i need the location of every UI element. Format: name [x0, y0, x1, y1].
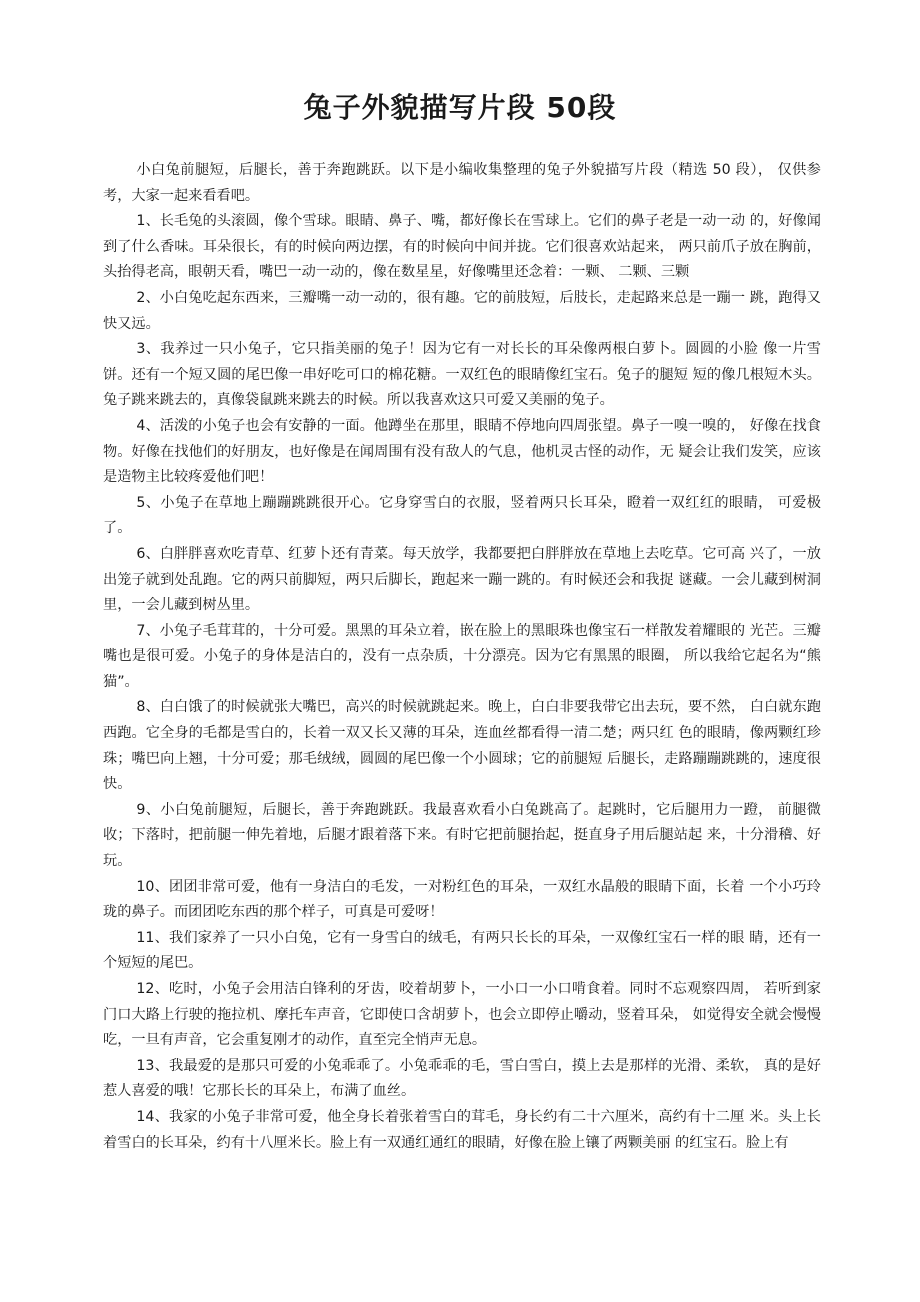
article-body	[103, 158, 821, 1156]
paragraph-5: 5、小兔子在草地上蹦蹦跳跳很开心。它身穿雪白的衣服，竖着两只长耳朵，瞪着一双红红的眼睛， 可爱极了。	[103, 494, 821, 537]
paragraph-11: 11、我们家养了一只小白兔，它有一身雪白的绒毛，有两只长长的耳朵，一双像红宝石一样的眼 睛，还有一个短短的尾巴。	[103, 929, 821, 972]
paragraph-7: 7、小兔子毛茸茸的，十分可爱。黑黑的耳朵立着，嵌在脸上的黑眼珠也像宝石一样散发着耀眼的 光芒。三瓣嘴也是很可爱。小兔子的身体是洁白的，没有一点杂质，十分漂亮。因为它有黑黑的眼圈， 所以我给它起名为“熊猫”。	[103, 622, 821, 690]
paragraph-1: 1、长毛兔的头滚圆，像个雪球。眼睛、鼻子、嘴，都好像长在雪球上。它们的鼻子老是一动一动 的，好像闻到了什么香味。耳朵很长，有的时候向两边摆，有的时候向中间并拢。它们很喜欢站起来， 两只前爪子放在胸前，头抬得老高，眼朝天看，嘴巴一动一动的，像在数星星，好像嘴里还念着：一颗、 二颗、三颗	[103, 213, 821, 281]
paragraph-2: 2、小白兔吃起东西来，三瓣嘴一动一动的，很有趣。它的前肢短，后肢长，走起路来总是一蹦一 跳，跑得又快又远。	[103, 289, 821, 332]
paragraph-4: 4、活泼的小兔子也会有安静的一面。他蹲坐在那里，眼睛不停地向四周张望。鼻子一嗅一嗅的， 好像在找食物。好像在找他们的好朋友，也好像是在闻周围有没有敌人的气息，他机灵古怪的动作，无 疑会让我们发笑，应该是造物主比较疼爱他们吧！	[103, 417, 821, 486]
paragraph-13: 13、我最爱的是那只可爱的小兔乖乖了。小兔乖乖的毛，雪白雪白，摸上去是那样的光滑、柔软， 真的是好惹人喜爱的哦！它那长长的耳朵上，布满了血丝。	[103, 1057, 821, 1100]
paragraph-10: 10、团团非常可爱，他有一身洁白的毛发，一对粉红色的耳朵，一双红水晶般的眼睛下面，长着 一个小巧玲珑的鼻子。而团团吃东西的那个样子，可真是可爱呀！	[103, 878, 821, 921]
intro-paragraph: 小白兔前腿短，后腿长，善于奔跑跳跃。以下是小编收集整理的兔子外貌描写片段（精选 50 段）， 仅供参考，大家一起来看看吧。	[103, 162, 821, 204]
paragraph-8: 8、白白饿了的时候就张大嘴巴，高兴的时候就跳起来。晚上，白白非要我带它出去玩，要不然， 白白就东跑西跑。它全身的毛都是雪白的，长着一双又长又薄的耳朵，连血丝都看得一清二楚；两只红 色的眼睛，像两颗红珍珠；嘴巴向上翘，十分可爱；那毛绒绒，圆圆的尾巴像一个小圆球；它的前腿短 后腿长，走路蹦蹦跳跳的，速度很快。	[103, 699, 821, 793]
paragraph-9: 9、小白兔前腿短，后腿长，善于奔跑跳跃。我最喜欢看小白兔跳高了。起跳时，它后腿用力一蹬， 前腿微收；下落时，把前腿一伸先着地，后腿才跟着落下来。有时它把前腿抬起，挺直身子用后腿站起 来，十分滑稽、好玩。	[103, 801, 821, 870]
paragraph-12: 12、吃时，小兔子会用洁白锋利的牙齿，咬着胡萝卜，一小口一小口啃食着。同时不忘观察四周， 若听到家门口大路上行驶的拖拉机、摩托车声音，它即使口含胡萝卜，也会立即停止嚼动，竖着耳朵， 如觉得安全就会慢慢吃，一旦有声音，它会重复刚才的动作，直至完全悄声无息。	[103, 981, 821, 1049]
page-title: 兔子外貌描写片段 50段	[303, 91, 617, 124]
paragraph-6: 6、白胖胖喜欢吃青草、红萝卜还有青菜。每天放学，我都要把白胖胖放在草地上去吃草。它可高 兴了，一放出笼子就到处乱跑。它的两只前脚短，两只后脚长，跑起来一蹦一跳的。有时候还会和我捉 谜藏。一会儿藏到树洞里，一会儿藏到树丛里。	[103, 545, 821, 614]
paragraph-3: 3、我养过一只小兔子，它只指美丽的兔子！因为它有一对长长的耳朵像两根白萝卜。圆圆的小脸 像一片雪饼。还有一个短又圆的尾巴像一串好吃可口的棉花糖。一双红色的眼睛像红宝石。兔子的腿短 短的像几根短木头。兔子跳来跳去的，真像袋鼠跳来跳去的时候。所以我喜欢这只可爱又美丽的兔子。	[103, 341, 821, 409]
paragraph-14: 14、我家的小兔子非常可爱，他全身长着张着雪白的茸毛，身长约有二十六厘米，高约有十二厘 米。头上长着雪白的长耳朵，约有十八厘米长。脸上有一双通红通红的眼睛，好像在脸上镶了两颗美丽 的红宝石。脸上有	[103, 1108, 821, 1151]
